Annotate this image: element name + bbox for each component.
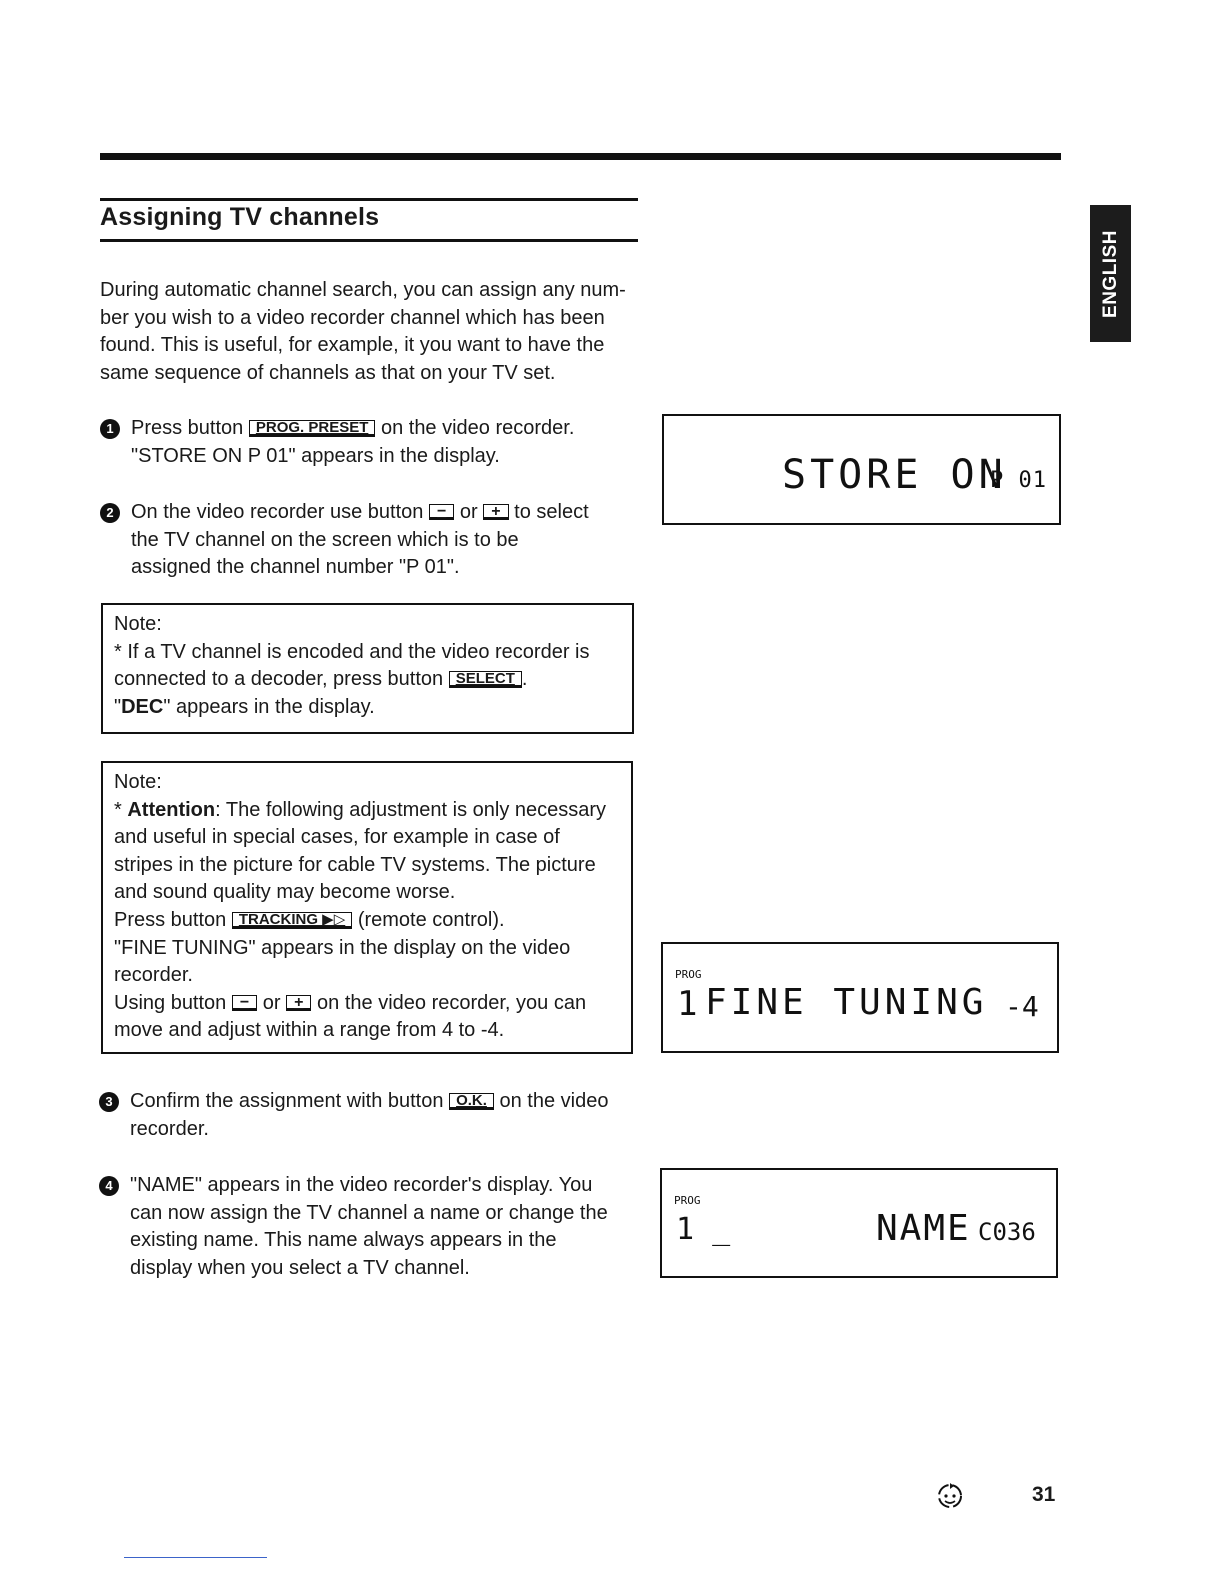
note-box-fine-tuning: Note: * Attention: The following adjustment is only necessary and useful in special cases, for example in case of stripes in the picture for cable TV systems. The picture and sound quality may become worse. Press button TRACKING ▶▷ (remote control). "FINE TUNING" appears in the display on the video recorder. Using button − or + on the video recorder, you can move and adjust within a range from 4 to -4. [101, 761, 633, 1054]
step-1-pre: Press button [131, 417, 244, 439]
intro-paragraph: During automatic channel search, you can assign any num-ber you wish to a video recorder channel which has been found. This is useful, for example, it you want to have the same sequence of channels as that on your TV set. [100, 279, 626, 384]
note-1-dec-text: " appears in the display. [163, 695, 375, 718]
page-title: Assigning TV channels [100, 203, 380, 231]
step-2-or: or [459, 501, 478, 523]
title-rule-top [100, 198, 638, 201]
lcd-3-main: NAME [876, 1208, 971, 1249]
note-box-decoder: Note: * If a TV channel is encoded and the video recorder is connected to a decoder, press button SELECT . "DEC" appears in the display. [101, 603, 634, 734]
footer-line [124, 1557, 267, 1558]
minus-button-2: − [232, 995, 257, 1011]
note-2-press: Press button [114, 908, 227, 931]
plus-button-2: + [286, 995, 311, 1011]
step-1-line2: "STORE ON P 01" appears in the display. [131, 444, 500, 467]
lcd-2-main: FINE TUNING [705, 982, 988, 1023]
step-number-2: 2 [100, 503, 120, 523]
lcd-2-prog: PROG [675, 968, 702, 981]
step-3-post: on the video recorder. [130, 1090, 609, 1140]
minus-button: − [429, 504, 454, 520]
dec-label: DEC [121, 695, 164, 718]
note-2-or: or [262, 991, 281, 1014]
step-4 [99, 1172, 619, 1282]
lcd-3-prog: PROG [674, 1194, 701, 1207]
note-1-period: . [521, 668, 528, 691]
lcd-fine-tuning [661, 942, 1059, 1053]
title-rule-bottom [100, 239, 638, 242]
page-number: 31 [1032, 1483, 1056, 1506]
lcd-name [660, 1168, 1058, 1278]
tracking-button: TRACKING ▶▷ [232, 912, 352, 929]
lcd-2-value: -4 [1005, 990, 1039, 1023]
ok-button: O.K. [449, 1093, 494, 1110]
note-2-using: Using button [114, 991, 227, 1014]
note-2-range: on the video recorder, you can move and adjust within a range from 4 to -4. [114, 991, 587, 1042]
recycle-icon [934, 1479, 966, 1511]
language-tab-label: ENGLISH [1099, 229, 1121, 318]
note-2-remote: (remote control). [357, 908, 505, 931]
lcd-1-small: P 01 [990, 468, 1047, 493]
lcd-3-channel: 1 _ [676, 1212, 731, 1247]
step-3-pre: Confirm the assignment with button [130, 1090, 444, 1112]
lcd-store-on [662, 414, 1061, 525]
step-3 [99, 1088, 619, 1143]
step-number-4: 4 [99, 1176, 119, 1196]
attention-label: Attention [127, 798, 216, 821]
note-1-heading: Note: [114, 613, 162, 635]
select-button: SELECT [449, 671, 522, 688]
note-1-text: * If a TV channel is encoded and the video recorder is connected to a decoder, press button [114, 640, 590, 691]
lcd-3-small: C036 [978, 1218, 1036, 1246]
plus-button: + [483, 504, 508, 520]
step-2 [100, 499, 600, 582]
lcd-2-channel: 1 [677, 984, 698, 1024]
top-rule [100, 153, 1061, 160]
step-4-text: "NAME" appears in the video recorder's display. You can now assign the TV channel a name or change the existing name. This name always appears in the display when you select a TV channel. [130, 1174, 608, 1279]
step-number-1: 1 [100, 419, 120, 439]
lcd-1-main: STORE ON [782, 452, 1007, 498]
note-2-heading: Note: [114, 771, 162, 793]
step-2-pre: On the video recorder use button [131, 501, 424, 523]
prog-preset-button: PROG. PRESET [249, 420, 376, 437]
note-2-text: : The following adjustment is only necessary and useful in special cases, for example in case of stripes in the picture for cable TV systems. The picture and sound quality may become worse. [114, 798, 607, 904]
step-1-post: on the video recorder. [380, 417, 575, 439]
language-tab [1090, 205, 1131, 342]
step-2-post: to select the TV channel on the screen which is to be assigned the channel number "P 01". [131, 501, 589, 579]
step-number-3: 3 [99, 1092, 119, 1112]
step-1 [100, 415, 640, 470]
note-2-fine: "FINE TUNING" appears in the display on the video recorder. [114, 936, 571, 987]
